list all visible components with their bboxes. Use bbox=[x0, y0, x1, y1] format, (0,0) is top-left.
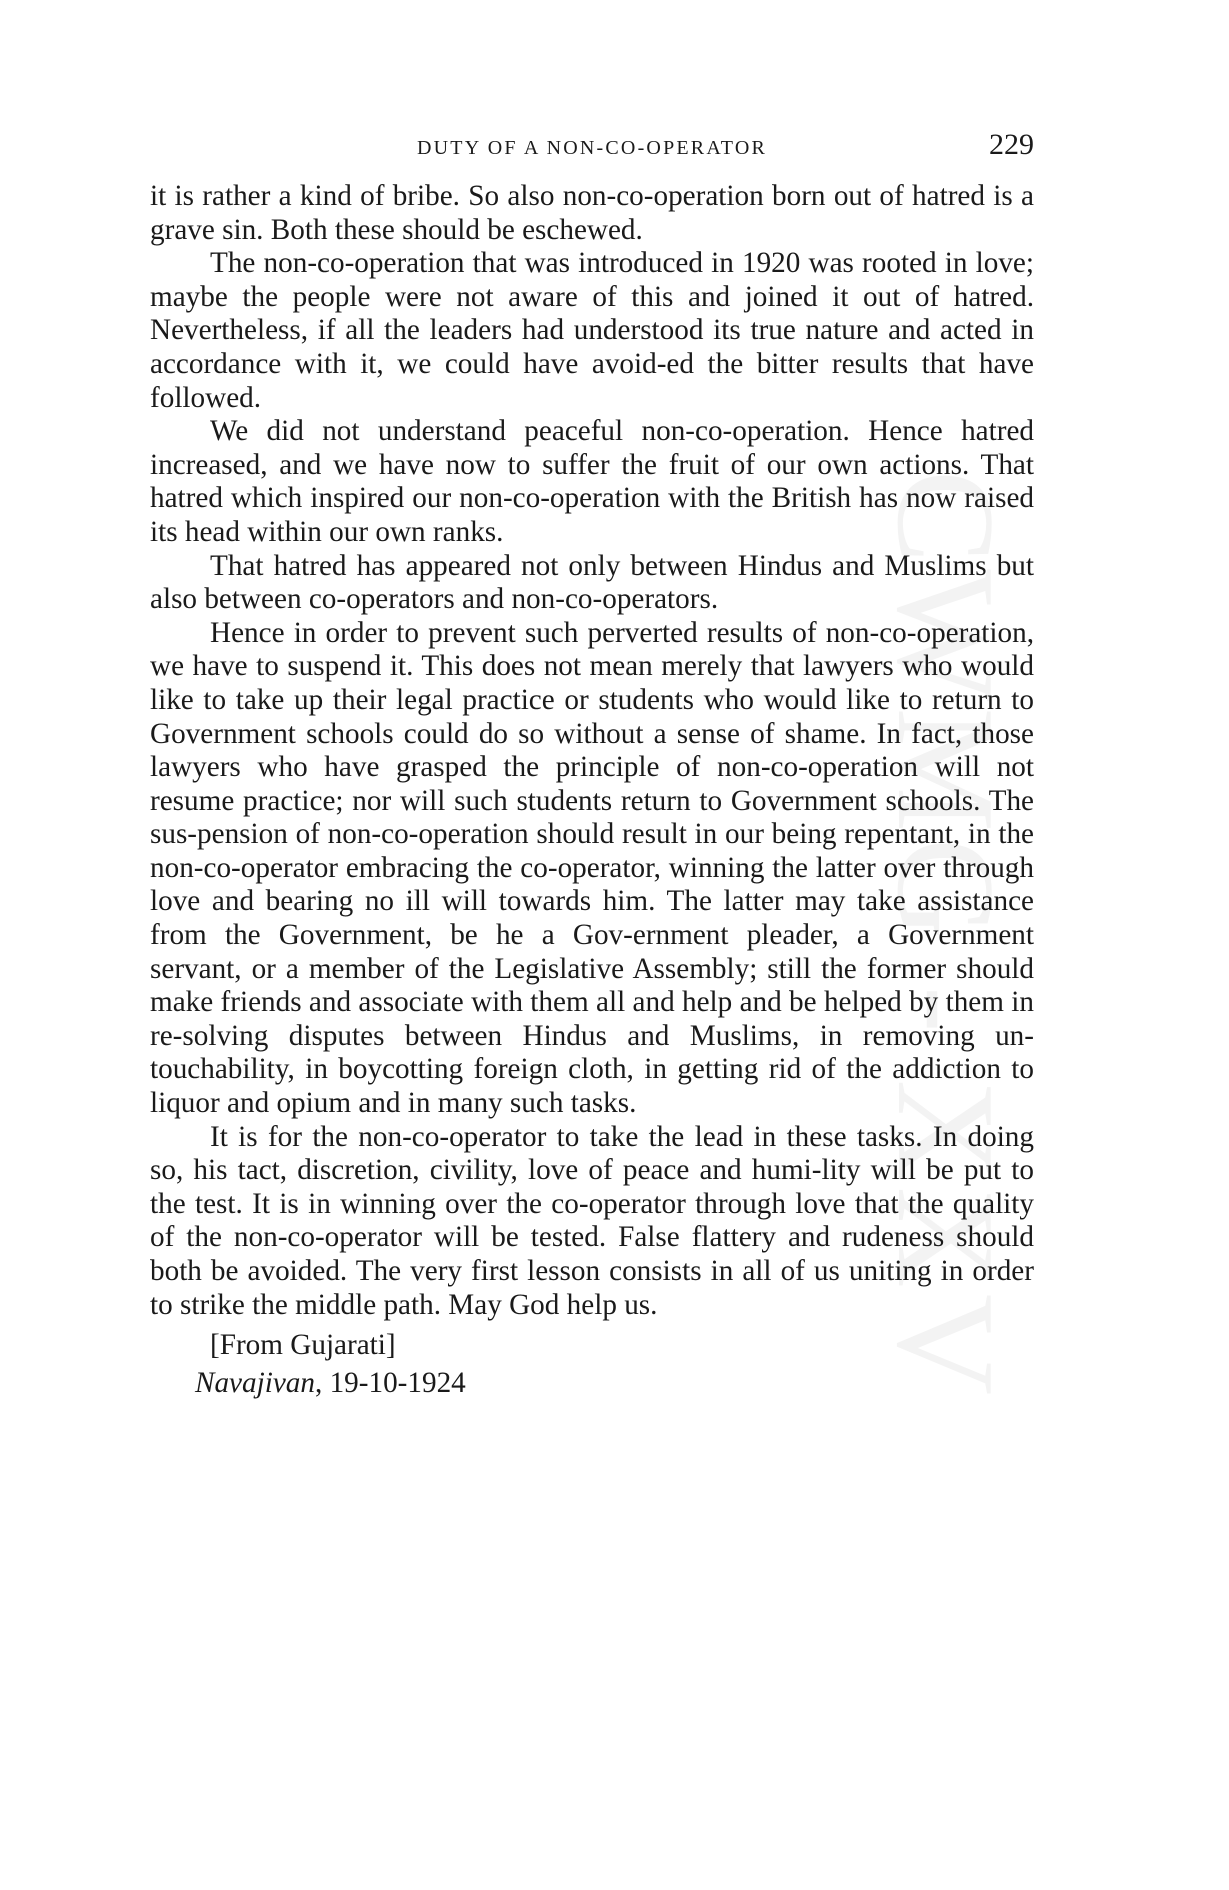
paragraph: It is for the non-co-operator to take the lead in these tasks. In doing so, his tact, discretion, civility, love of peace and humi-lity will be put to the test. It is in winning over the co-operator through love that the quality of the non-co-operator will be tested. False flattery and rudeness should both be avoided. The very first lesson consists in all of us uniting in order to strike the middle path. May God help us. bbox=[150, 1120, 1034, 1321]
source-note: [From Gujarati] bbox=[210, 1329, 396, 1362]
paragraph: The non-co-operation that was introduced in 1920 was rooted in love; maybe the people were not aware of this and joined it out of hatred. Nevertheless, if all the leaders had understood its true nature and acted in accordance with it, we could have avoid-ed the bitter results that have followed. bbox=[150, 247, 1034, 414]
watermark: CWMG - XXV bbox=[868, 470, 1023, 1402]
citation-separator: , bbox=[314, 1367, 330, 1400]
paragraph: We did not understand peaceful non-co-operation. Hence hatred increased, and we have now to suffer the fruit of our own actions. That hatred which inspired our non-co-operation with the British has now raised its head within our own ranks. bbox=[150, 415, 1034, 548]
paragraph: That hatred has appeared not only between Hindus and Muslims but also between co-operators and non-co-operators. bbox=[150, 549, 1034, 616]
citation bbox=[150, 1364, 1034, 1402]
page-number: 229 bbox=[989, 128, 1034, 161]
page-header bbox=[150, 128, 1034, 168]
paragraph: Hence in order to prevent such perverted results of non-co-operation, we have to suspend it. This does not mean merely that lawyers who would like to take up their legal practice or students who would like to return to Government schools could do so without a sense of shame. In fact, those lawyers who have grasped the principle of non-co-operation will not resume practice; nor will such students return to Government schools. The sus-pension of non-co-operation should result in our being repentant, in the non-co-operator embracing the co-operator, winning the latter over through love and bearing no ill will towards him. The latter may take assistance from the Government, be he a Gov-ernment pleader, a Government servant, or a member of the Legislative Assembly; still the former should make friends and associate with them all and help and be helped by them in re-solving disputes between Hindus and Muslims, in removing un-touchability, in boycotting foreign cloth, in getting rid of the addiction to liquor and opium and in many such tasks. bbox=[150, 616, 1034, 1120]
body-text bbox=[150, 180, 1034, 1402]
running-title: DUTY OF A NON-CO-OPERATOR bbox=[416, 137, 768, 159]
paragraph: it is rather a kind of bribe. So also non-co-operation born out of hatred is a grave sin. Both these should be eschewed. bbox=[150, 180, 1034, 246]
citation-date: 19-10-1924 bbox=[329, 1367, 466, 1400]
citation-publication: Navajivan bbox=[195, 1367, 315, 1400]
